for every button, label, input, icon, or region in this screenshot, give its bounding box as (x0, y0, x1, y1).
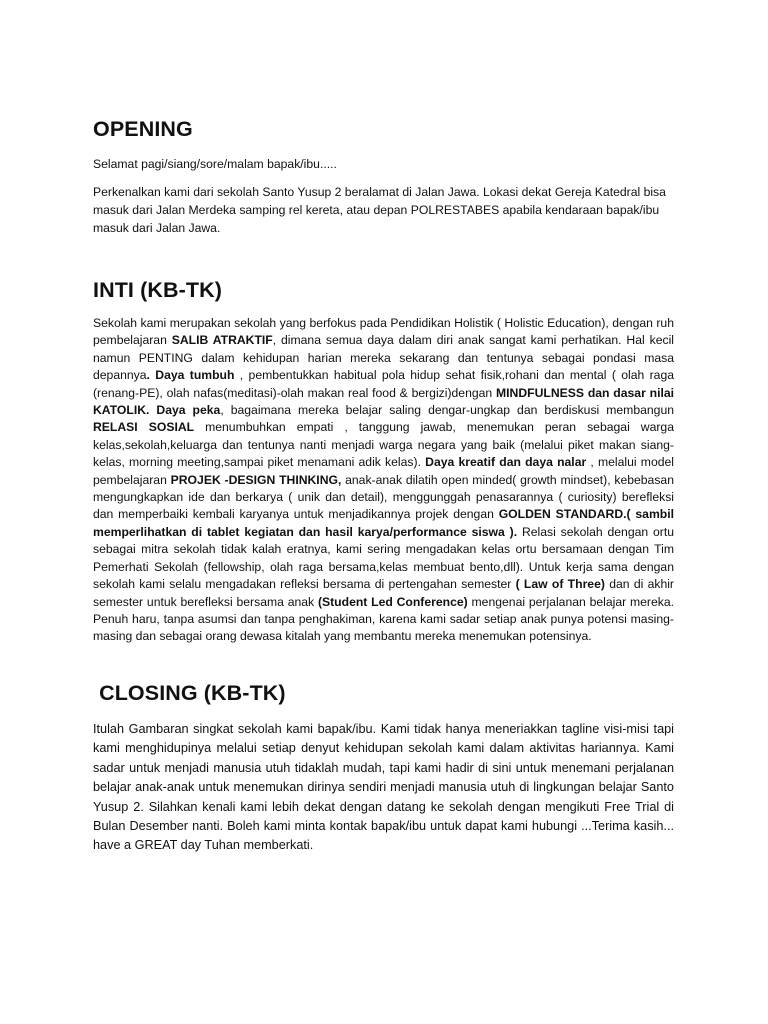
inti-paragraph (93, 315, 674, 646)
opening-heading: OPENING (93, 117, 193, 141)
opening-greeting: Selamat pagi/siang/sore/malam bapak/ibu..... (93, 157, 337, 171)
inti-text: , melalui model pembelajaran (93, 455, 674, 487)
inti-bold: GOLDEN STANDARD.( sambil memperlihatkan di tablet kegiatan dan hasil karya/performance siswa ). (93, 507, 674, 539)
inti-text: menumbuhkan empati , tanggung jawab, menemukan peran sebagai warga kelas,sekolah,keluarga dan tentunya nanti menjadi warga negara yang baik (melalui piket makan siang-kelas, morning meeting,sampai piket menamani adik kelas). (93, 420, 674, 470)
inti-bold: Daya kreatif dan daya nalar (425, 455, 587, 470)
inti-text: dan di akhir semester untuk berefleksi bersama anak (93, 577, 674, 609)
inti-text: Relasi sekolah dengan ortu sebagai mitra sekolah tidak kalah eratnya, kami sering mengadakan kelas ortu bersamaan dengan Tim Pemerhati Sekolah (fellowship, olah raga bersama,kelas membuat bento,dll). Untuk kerja sama dengan sekolah kami selalu mengadakan refleksi bersama di pertengahan semester (93, 524, 674, 592)
closing-heading: CLOSING (KB-TK) (93, 681, 286, 705)
opening-intro-paragraph: Perkenalkan kami dari sekolah Santo Yusup 2 beralamat di Jalan Jawa. Lokasi dekat Gereja Katedral bisa masuk dari Jalan Merdeka samping rel kereta, atau depan POLRESTABES apabila kendaraan bapak/ibu masuk dari Jalan Jawa. (93, 185, 666, 235)
closing-paragraph: Itulah Gambaran singkat sekolah kami bapak/ibu. Kami tidak hanya meneriakkan tagline visi-misi tapi kami menghidupinya melalui setiap denyut kehidupan sekolah kami dalam aktivitas hariannya. Kami sadar untuk menjadi manusia utuh tidaklah mudah, tapi kami hadir di sini untuk menemani perjalanan belajar anak-anak untuk menemukan dirinya sendiri menjadi manusia utuh di lingkungan belajar Santo Yusup 2. Silahkan kenali kami lebih dekat dengan datang ke sekolah dengan mengikuti Free Trial di Bulan Desember nanti. Boleh kami minta kontak bapak/ibu untuk dapat kami hubungi ...Terima kasih... have a GREAT day Tuhan memberkati. (93, 722, 674, 853)
inti-bold: . Daya tumbuh (146, 368, 235, 383)
inti-text: , dimana semua daya dalam diri anak sangat kami perhatikan. Hal kecil namun PENTING dalam kehidupan harian mereka sekarang dan tentunya sebagai pondasi masa depannya (93, 333, 674, 383)
inti-text: mengenai perjalanan belajar mereka. Penuh haru, tanpa asumsi dan tanpa penghakiman, karena kami sadar setiap anak punya potensi masing-masing dan sebagai orang dewasa kitalah yang membantu mereka menemukan potensinya. (93, 594, 674, 644)
inti-bold: MINDFULNESS dan dasar nilai KATOLIK. Daya peka (93, 385, 675, 418)
inti-text: anak-anak dilatih open minded( growth mindset), kebebasan mengungkapkan ide dan berkarya ( unik dan detail), menggunggah penasarannya ( curiosity) berefleksi dan memperbaiki kembali karyanya untuk menjadikannya projek dengan (93, 472, 674, 522)
inti-text: , pembentukkan habitual pola hidup sehat fisik,rohani dan mental ( olah raga (renang-PE), olah nafas(meditasi)-olah makan real food & bergizi)dengan (93, 368, 675, 400)
inti-bold: RELASI SOSIAL (93, 420, 195, 435)
inti-text: , bagaimana mereka belajar saling dengar-ungkap dan berdiskusi membangun (220, 403, 674, 418)
inti-bold: PROJEK -DESIGN THINKING, (170, 472, 342, 487)
inti-bold: SALIB ATRAKTIF (171, 333, 273, 348)
inti-bold: ( Law of Three) (515, 577, 605, 592)
inti-text: Sekolah kami merupakan sekolah yang berfokus pada Pendidikan Holistik ( Holistic Education), dengan ruh pembelajaran (93, 316, 674, 348)
inti-heading: INTI (KB-TK) (93, 278, 222, 302)
inti-bold: (Student Led Conference) (317, 594, 468, 609)
